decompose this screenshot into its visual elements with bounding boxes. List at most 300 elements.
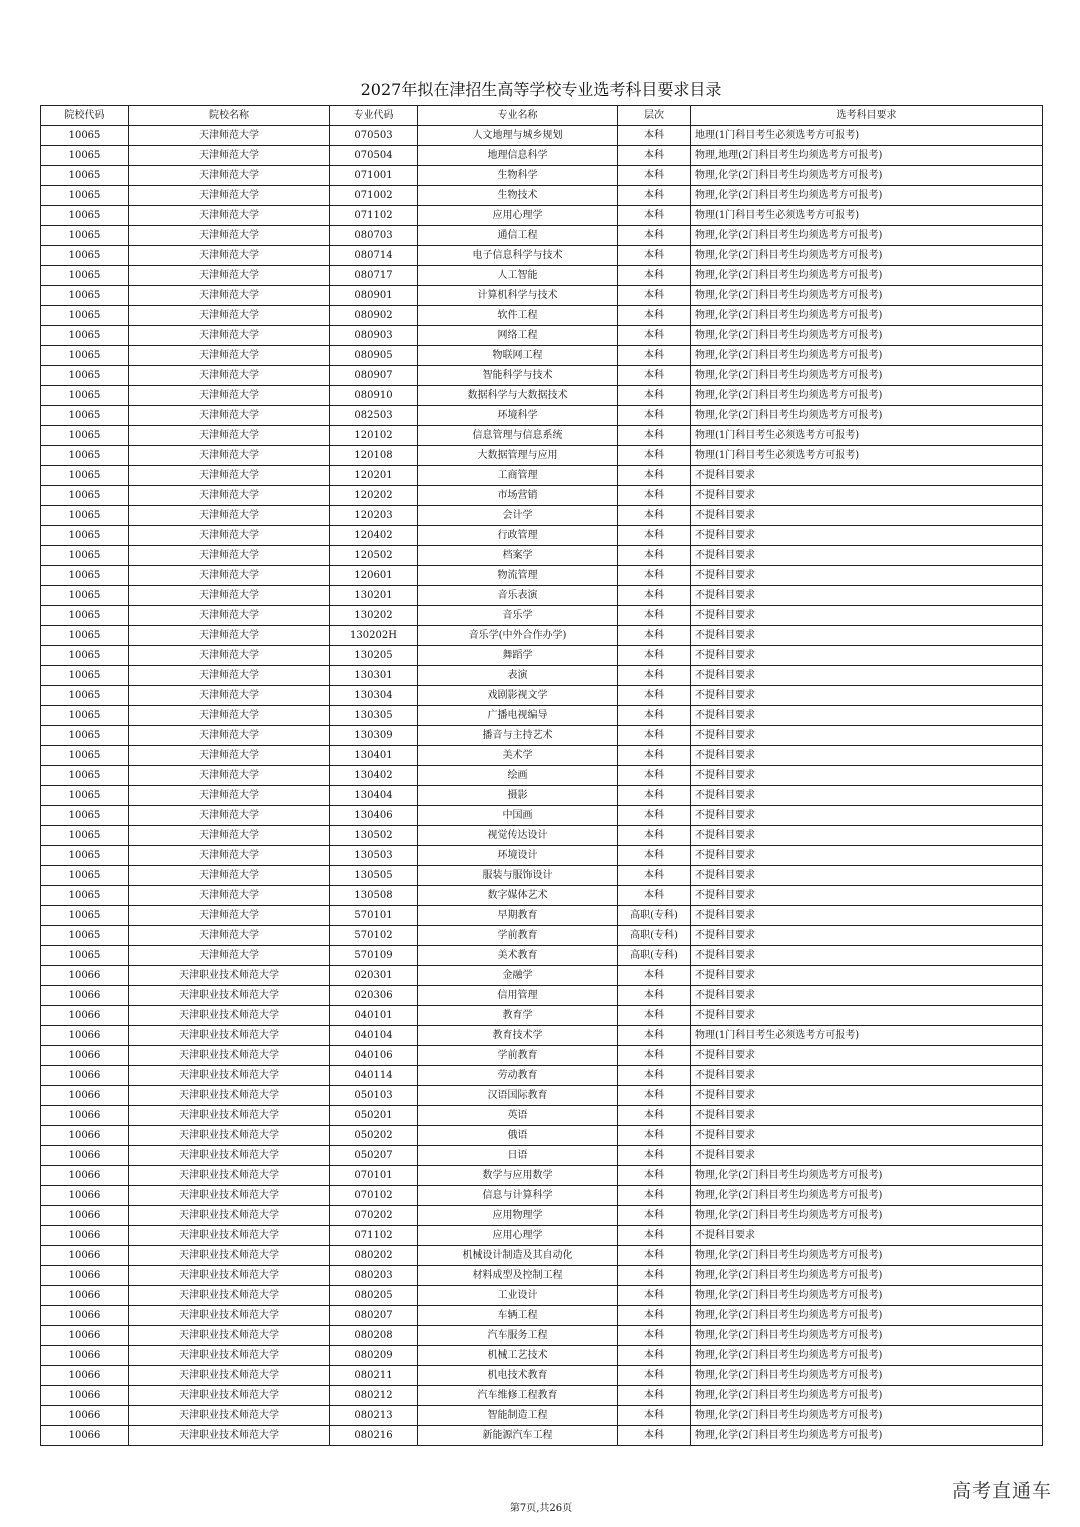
table-row	[41, 306, 1043, 326]
major-code-cell: 130202H	[330, 626, 418, 646]
table-row	[41, 386, 1043, 406]
level-cell: 本科	[618, 1346, 691, 1366]
major-code-cell: 080211	[330, 1366, 418, 1386]
table-row	[41, 966, 1043, 986]
major-code-cell: 120502	[330, 546, 418, 566]
subject-requirement-cell: 不提科目要求	[691, 566, 1043, 586]
school-name-cell: 天津师范大学	[129, 126, 330, 146]
subject-requirement-cell: 不提科目要求	[691, 706, 1043, 726]
major-code-cell: 080207	[330, 1306, 418, 1326]
major-code-cell: 080905	[330, 346, 418, 366]
school-code-cell: 10065	[41, 886, 129, 906]
major-name-cell: 应用心理学	[418, 206, 618, 226]
major-code-cell: 130505	[330, 866, 418, 886]
table-row	[41, 326, 1043, 346]
subject-requirement-cell: 不提科目要求	[691, 786, 1043, 806]
subject-requirement-cell: 不提科目要求	[691, 926, 1043, 946]
subject-requirement-cell: 不提科目要求	[691, 966, 1043, 986]
school-name-cell: 天津师范大学	[129, 706, 330, 726]
subject-requirement-cell: 不提科目要求	[691, 506, 1043, 526]
major-code-cell: 080205	[330, 1286, 418, 1306]
major-code-cell: 082503	[330, 406, 418, 426]
major-name-cell: 工商管理	[418, 466, 618, 486]
major-code-cell: 130503	[330, 846, 418, 866]
level-cell: 本科	[618, 526, 691, 546]
table-row	[41, 566, 1043, 586]
school-name-cell: 天津职业技术师范大学	[129, 1166, 330, 1186]
major-code-cell: 120108	[330, 446, 418, 466]
level-cell: 本科	[618, 1406, 691, 1426]
table-row	[41, 206, 1043, 226]
table-row	[41, 246, 1043, 266]
level-cell: 本科	[618, 1026, 691, 1046]
school-name-cell: 天津职业技术师范大学	[129, 1066, 330, 1086]
school-name-cell: 天津职业技术师范大学	[129, 1226, 330, 1246]
major-name-cell: 机械设计制造及其自动化	[418, 1246, 618, 1266]
major-name-cell: 舞蹈学	[418, 646, 618, 666]
subject-requirement-cell: 物理,化学(2门科目考生均须选考方可报考)	[691, 326, 1043, 346]
table-row	[41, 446, 1043, 466]
major-name-cell: 播音与主持艺术	[418, 726, 618, 746]
major-name-cell: 材料成型及控制工程	[418, 1266, 618, 1286]
school-code-cell: 10065	[41, 326, 129, 346]
major-code-cell: 130508	[330, 886, 418, 906]
school-name-cell: 天津师范大学	[129, 606, 330, 626]
major-name-cell: 物流管理	[418, 566, 618, 586]
level-cell: 本科	[618, 606, 691, 626]
subject-requirement-cell: 不提科目要求	[691, 686, 1043, 706]
major-code-cell: 570102	[330, 926, 418, 946]
table-row	[41, 746, 1043, 766]
major-name-cell: 软件工程	[418, 306, 618, 326]
major-name-cell: 电子信息科学与技术	[418, 246, 618, 266]
table-row	[41, 146, 1043, 166]
major-code-cell: 071102	[330, 1226, 418, 1246]
level-cell: 本科	[618, 306, 691, 326]
subject-requirement-cell: 物理(1门科目考生必须选考方可报考)	[691, 446, 1043, 466]
major-name-cell: 生物技术	[418, 186, 618, 206]
subject-requirement-cell: 物理,化学(2门科目考生均须选考方可报考)	[691, 1326, 1043, 1346]
table-row	[41, 1166, 1043, 1186]
subject-requirement-cell: 物理,化学(2门科目考生均须选考方可报考)	[691, 1266, 1043, 1286]
table-row	[41, 266, 1043, 286]
school-name-cell: 天津师范大学	[129, 726, 330, 746]
school-code-cell: 10065	[41, 706, 129, 726]
table-row	[41, 186, 1043, 206]
level-cell: 本科	[618, 186, 691, 206]
major-code-cell: 130305	[330, 706, 418, 726]
major-name-cell: 绘画	[418, 766, 618, 786]
school-code-cell: 10066	[41, 986, 129, 1006]
subject-requirement-cell: 不提科目要求	[691, 1226, 1043, 1246]
school-name-cell: 天津师范大学	[129, 386, 330, 406]
subject-requirement-cell: 不提科目要求	[691, 1146, 1043, 1166]
major-code-cell: 130406	[330, 806, 418, 826]
level-cell: 本科	[618, 726, 691, 746]
header-major-name: 专业名称	[418, 106, 618, 126]
school-code-cell: 10065	[41, 806, 129, 826]
major-name-cell: 金融学	[418, 966, 618, 986]
subject-requirement-cell: 物理,化学(2门科目考生均须选考方可报考)	[691, 1366, 1043, 1386]
level-cell: 本科	[618, 706, 691, 726]
major-name-cell: 教育技术学	[418, 1026, 618, 1046]
school-name-cell: 天津职业技术师范大学	[129, 1366, 330, 1386]
major-name-cell: 学前教育	[418, 1046, 618, 1066]
school-code-cell: 10066	[41, 1226, 129, 1246]
table-row	[41, 426, 1043, 446]
major-name-cell: 汽车维修工程教育	[418, 1386, 618, 1406]
major-code-cell: 040101	[330, 1006, 418, 1026]
school-code-cell: 10065	[41, 386, 129, 406]
school-name-cell: 天津职业技术师范大学	[129, 1326, 330, 1346]
school-name-cell: 天津师范大学	[129, 806, 330, 826]
table-row	[41, 506, 1043, 526]
major-code-cell: 080907	[330, 366, 418, 386]
school-code-cell: 10066	[41, 1126, 129, 1146]
level-cell: 本科	[618, 806, 691, 826]
level-cell: 高职(专科)	[618, 926, 691, 946]
school-name-cell: 天津师范大学	[129, 266, 330, 286]
major-name-cell: 表演	[418, 666, 618, 686]
major-code-cell: 080902	[330, 306, 418, 326]
school-code-cell: 10066	[41, 1166, 129, 1186]
school-code-cell: 10065	[41, 146, 129, 166]
major-name-cell: 信用管理	[418, 986, 618, 1006]
level-cell: 本科	[618, 1386, 691, 1406]
table-row	[41, 126, 1043, 146]
table-row	[41, 906, 1043, 926]
level-cell: 本科	[618, 1106, 691, 1126]
table-row	[41, 686, 1043, 706]
subject-requirement-cell: 物理,化学(2门科目考生均须选考方可报考)	[691, 1346, 1043, 1366]
subject-requirement-cell: 物理,化学(2门科目考生均须选考方可报考)	[691, 1186, 1043, 1206]
level-cell: 本科	[618, 226, 691, 246]
level-cell: 本科	[618, 786, 691, 806]
table-row	[41, 1406, 1043, 1426]
school-code-cell: 10065	[41, 286, 129, 306]
school-code-cell: 10066	[41, 1046, 129, 1066]
school-name-cell: 天津师范大学	[129, 346, 330, 366]
table-row	[41, 826, 1043, 846]
table-row	[41, 546, 1043, 566]
major-name-cell: 网络工程	[418, 326, 618, 346]
school-code-cell: 10065	[41, 726, 129, 746]
major-code-cell: 130402	[330, 766, 418, 786]
header-level: 层次	[618, 106, 691, 126]
school-code-cell: 10065	[41, 526, 129, 546]
level-cell: 本科	[618, 746, 691, 766]
school-code-cell: 10065	[41, 166, 129, 186]
major-code-cell: 080203	[330, 1266, 418, 1286]
major-code-cell: 070101	[330, 1166, 418, 1186]
level-cell: 本科	[618, 406, 691, 426]
major-code-cell: 080213	[330, 1406, 418, 1426]
table-row	[41, 406, 1043, 426]
table-row	[41, 1086, 1043, 1106]
subject-requirement-cell: 物理(1门科目考生必须选考方可报考)	[691, 206, 1043, 226]
school-name-cell: 天津职业技术师范大学	[129, 1146, 330, 1166]
table-row	[41, 646, 1043, 666]
level-cell: 本科	[618, 1046, 691, 1066]
school-name-cell: 天津职业技术师范大学	[129, 1046, 330, 1066]
school-code-cell: 10065	[41, 586, 129, 606]
subject-requirement-cell: 不提科目要求	[691, 826, 1043, 846]
major-name-cell: 人文地理与城乡规划	[418, 126, 618, 146]
level-cell: 本科	[618, 586, 691, 606]
school-name-cell: 天津职业技术师范大学	[129, 966, 330, 986]
major-code-cell: 570109	[330, 946, 418, 966]
subject-requirement-cell: 物理,化学(2门科目考生均须选考方可报考)	[691, 226, 1043, 246]
table-row	[41, 366, 1043, 386]
subject-requirement-cell: 不提科目要求	[691, 986, 1043, 1006]
school-code-cell: 10065	[41, 206, 129, 226]
school-code-cell: 10065	[41, 366, 129, 386]
level-cell: 本科	[618, 666, 691, 686]
school-name-cell: 天津师范大学	[129, 626, 330, 646]
major-name-cell: 机械工艺技术	[418, 1346, 618, 1366]
school-name-cell: 天津师范大学	[129, 646, 330, 666]
school-name-cell: 天津职业技术师范大学	[129, 1246, 330, 1266]
subject-requirement-cell: 不提科目要求	[691, 1046, 1043, 1066]
table-row	[41, 946, 1043, 966]
school-name-cell: 天津师范大学	[129, 146, 330, 166]
table-row	[41, 1286, 1043, 1306]
table-row	[41, 1246, 1043, 1266]
major-code-cell: 080717	[330, 266, 418, 286]
level-cell: 本科	[618, 446, 691, 466]
school-code-cell: 10066	[41, 1086, 129, 1106]
subject-requirement-cell: 物理,化学(2门科目考生均须选考方可报考)	[691, 246, 1043, 266]
level-cell: 本科	[618, 1206, 691, 1226]
major-name-cell: 英语	[418, 1106, 618, 1126]
school-name-cell: 天津师范大学	[129, 166, 330, 186]
level-cell: 本科	[618, 1426, 691, 1446]
major-code-cell: 040114	[330, 1066, 418, 1086]
school-name-cell: 天津职业技术师范大学	[129, 1426, 330, 1446]
major-code-cell: 040104	[330, 1026, 418, 1046]
major-code-cell: 080208	[330, 1326, 418, 1346]
major-code-cell: 070504	[330, 146, 418, 166]
table-row	[41, 1386, 1043, 1406]
school-code-cell: 10065	[41, 426, 129, 446]
table-row	[41, 1186, 1043, 1206]
major-code-cell: 020301	[330, 966, 418, 986]
school-code-cell: 10066	[41, 1066, 129, 1086]
school-name-cell: 天津师范大学	[129, 586, 330, 606]
school-name-cell: 天津师范大学	[129, 906, 330, 926]
major-name-cell: 教育学	[418, 1006, 618, 1026]
level-cell: 本科	[618, 506, 691, 526]
subject-requirement-cell: 不提科目要求	[691, 866, 1043, 886]
school-name-cell: 天津师范大学	[129, 846, 330, 866]
level-cell: 本科	[618, 966, 691, 986]
school-code-cell: 10065	[41, 646, 129, 666]
major-name-cell: 汉语国际教育	[418, 1086, 618, 1106]
subject-requirement-cell: 物理,化学(2门科目考生均须选考方可报考)	[691, 1426, 1043, 1446]
school-name-cell: 天津师范大学	[129, 366, 330, 386]
school-name-cell: 天津师范大学	[129, 486, 330, 506]
subject-requirement-cell: 物理,化学(2门科目考生均须选考方可报考)	[691, 1406, 1043, 1426]
school-code-cell: 10066	[41, 1006, 129, 1026]
major-name-cell: 应用物理学	[418, 1206, 618, 1226]
table-row	[41, 706, 1043, 726]
school-name-cell: 天津师范大学	[129, 406, 330, 426]
major-name-cell: 美术教育	[418, 946, 618, 966]
major-code-cell: 130401	[330, 746, 418, 766]
school-code-cell: 10066	[41, 1146, 129, 1166]
school-code-cell: 10066	[41, 1286, 129, 1306]
school-code-cell: 10065	[41, 826, 129, 846]
table-row	[41, 846, 1043, 866]
school-name-cell: 天津师范大学	[129, 226, 330, 246]
school-code-cell: 10065	[41, 246, 129, 266]
school-name-cell: 天津职业技术师范大学	[129, 1346, 330, 1366]
school-code-cell: 10066	[41, 966, 129, 986]
table-row	[41, 1306, 1043, 1326]
school-code-cell: 10065	[41, 766, 129, 786]
subject-requirement-cell: 物理,化学(2门科目考生均须选考方可报考)	[691, 266, 1043, 286]
table-row	[41, 1126, 1043, 1146]
subject-requirement-cell: 不提科目要求	[691, 486, 1043, 506]
table-row	[41, 586, 1043, 606]
school-name-cell: 天津师范大学	[129, 326, 330, 346]
subject-requirement-cell: 物理,化学(2门科目考生均须选考方可报考)	[691, 1306, 1043, 1326]
major-code-cell: 050103	[330, 1086, 418, 1106]
table-row	[41, 1226, 1043, 1246]
level-cell: 本科	[618, 766, 691, 786]
subject-requirement-cell: 物理,化学(2门科目考生均须选考方可报考)	[691, 366, 1043, 386]
major-code-cell: 130502	[330, 826, 418, 846]
header-subject-requirement: 选考科目要求	[691, 106, 1043, 126]
level-cell: 本科	[618, 1086, 691, 1106]
catalog-table	[40, 105, 1043, 1446]
subject-requirement-cell: 不提科目要求	[691, 1086, 1043, 1106]
major-name-cell: 广播电视编导	[418, 706, 618, 726]
subject-requirement-cell: 物理,化学(2门科目考生均须选考方可报考)	[691, 166, 1043, 186]
level-cell: 本科	[618, 1306, 691, 1326]
school-code-cell: 10066	[41, 1386, 129, 1406]
subject-requirement-cell: 不提科目要求	[691, 1066, 1043, 1086]
school-code-cell: 10065	[41, 466, 129, 486]
school-code-cell: 10065	[41, 606, 129, 626]
major-name-cell: 中国画	[418, 806, 618, 826]
major-code-cell: 120102	[330, 426, 418, 446]
school-code-cell: 10065	[41, 446, 129, 466]
subject-requirement-cell: 不提科目要求	[691, 846, 1043, 866]
table-row	[41, 1266, 1043, 1286]
table-row	[41, 626, 1043, 646]
major-name-cell: 服装与服饰设计	[418, 866, 618, 886]
level-cell: 本科	[618, 886, 691, 906]
major-name-cell: 音乐表演	[418, 586, 618, 606]
subject-requirement-cell: 不提科目要求	[691, 886, 1043, 906]
school-name-cell: 天津师范大学	[129, 686, 330, 706]
table-row	[41, 806, 1043, 826]
table-row	[41, 1106, 1043, 1126]
school-name-cell: 天津职业技术师范大学	[129, 1386, 330, 1406]
level-cell: 本科	[618, 566, 691, 586]
level-cell: 本科	[618, 626, 691, 646]
table-row	[41, 526, 1043, 546]
major-code-cell: 080216	[330, 1426, 418, 1446]
school-code-cell: 10065	[41, 666, 129, 686]
school-code-cell: 10065	[41, 946, 129, 966]
subject-requirement-cell: 物理,化学(2门科目考生均须选考方可报考)	[691, 1286, 1043, 1306]
school-name-cell: 天津师范大学	[129, 466, 330, 486]
subject-requirement-cell: 物理(1门科目考生必须选考方可报考)	[691, 426, 1043, 446]
school-name-cell: 天津师范大学	[129, 926, 330, 946]
major-code-cell: 070503	[330, 126, 418, 146]
school-code-cell: 10065	[41, 306, 129, 326]
level-cell: 本科	[618, 1006, 691, 1026]
school-code-cell: 10065	[41, 486, 129, 506]
major-name-cell: 生物科学	[418, 166, 618, 186]
major-code-cell: 130205	[330, 646, 418, 666]
level-cell: 本科	[618, 1146, 691, 1166]
level-cell: 本科	[618, 826, 691, 846]
subject-requirement-cell: 物理(1门科目考生必须选考方可报考)	[691, 1026, 1043, 1046]
table-row	[41, 1426, 1043, 1446]
major-name-cell: 计算机科学与技术	[418, 286, 618, 306]
school-code-cell: 10066	[41, 1366, 129, 1386]
table-row	[41, 286, 1043, 306]
table-row	[41, 606, 1043, 626]
subject-requirement-cell: 不提科目要求	[691, 1126, 1043, 1146]
level-cell: 高职(专科)	[618, 906, 691, 926]
subject-requirement-cell: 不提科目要求	[691, 546, 1043, 566]
table-row	[41, 1346, 1043, 1366]
table-row	[41, 226, 1043, 246]
subject-requirement-cell: 不提科目要求	[691, 626, 1043, 646]
subject-requirement-cell: 不提科目要求	[691, 806, 1043, 826]
table-row	[41, 1026, 1043, 1046]
subject-requirement-cell: 不提科目要求	[691, 1006, 1043, 1026]
major-code-cell: 080901	[330, 286, 418, 306]
major-name-cell: 信息与计算科学	[418, 1186, 618, 1206]
level-cell: 本科	[618, 1286, 691, 1306]
page-footer: 第7页,共26页	[509, 1503, 573, 1514]
level-cell: 本科	[618, 466, 691, 486]
school-name-cell: 天津职业技术师范大学	[129, 1026, 330, 1046]
table-row	[41, 666, 1043, 686]
page-title: 2027年拟在津招生高等学校专业选考科目要求目录	[360, 80, 722, 99]
table-row	[41, 1006, 1043, 1026]
major-name-cell: 会计学	[418, 506, 618, 526]
school-name-cell: 天津师范大学	[129, 286, 330, 306]
major-code-cell: 080209	[330, 1346, 418, 1366]
school-name-cell: 天津师范大学	[129, 446, 330, 466]
table-row	[41, 346, 1043, 366]
major-name-cell: 地理信息科学	[418, 146, 618, 166]
major-code-cell: 120201	[330, 466, 418, 486]
school-code-cell: 10066	[41, 1206, 129, 1226]
school-code-cell: 10065	[41, 406, 129, 426]
school-code-cell: 10065	[41, 126, 129, 146]
school-name-cell: 天津职业技术师范大学	[129, 1286, 330, 1306]
major-code-cell: 120202	[330, 486, 418, 506]
subject-requirement-cell: 物理,化学(2门科目考生均须选考方可报考)	[691, 346, 1043, 366]
table-row	[41, 1046, 1043, 1066]
major-name-cell: 美术学	[418, 746, 618, 766]
subject-requirement-cell: 不提科目要求	[691, 726, 1043, 746]
major-name-cell: 摄影	[418, 786, 618, 806]
major-name-cell: 大数据管理与应用	[418, 446, 618, 466]
level-cell: 本科	[618, 986, 691, 1006]
school-name-cell: 天津师范大学	[129, 746, 330, 766]
school-code-cell: 10066	[41, 1346, 129, 1366]
watermark-text: 高考直通车	[951, 1480, 1052, 1502]
school-name-cell: 天津职业技术师范大学	[129, 1106, 330, 1126]
